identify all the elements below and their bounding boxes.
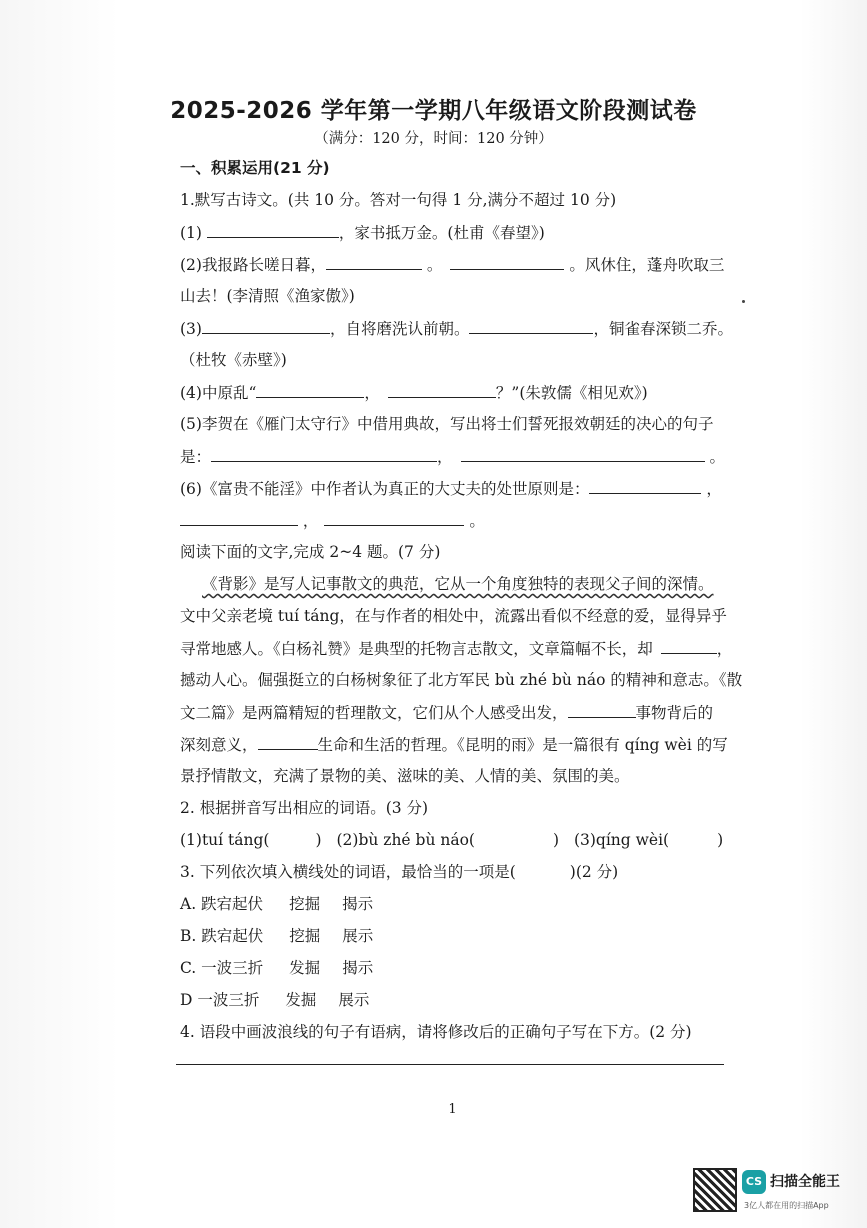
q1-5 <box>180 446 725 467</box>
option-word: 发掘 <box>285 991 317 1009</box>
q2-answers <box>180 830 723 850</box>
q4-stem: 4. 语段中画波浪线的句子有语病，请将修改后的正确句子写在下方。(2 分) <box>180 1023 692 1041</box>
passage-line-4: 撼动人心。倔强挺立的白杨树象征了北方军民 bù zhé bù náo 的精神和意志。《散 <box>180 671 743 689</box>
q1-5-mid: ， <box>437 448 453 466</box>
q1-3-mid: ，自将磨洗认前朝。 <box>329 320 470 338</box>
q1-5-prefix: 是： <box>180 448 212 466</box>
option-word: 挖掘 <box>289 927 321 945</box>
q1-1-prefix: (1) <box>180 224 207 242</box>
q1-2 <box>180 254 724 275</box>
answer-blank[interactable] <box>324 510 464 526</box>
camscanner-logo-icon: CS <box>742 1170 766 1194</box>
q1-4-text: ？”(朱敦儒《相见欢》) <box>495 384 648 402</box>
answer-blank[interactable] <box>180 510 298 526</box>
option-label: C. 一波三折 <box>180 959 264 977</box>
q3-stem-text: 3. 下列依次填入横线处的词语，最恰当的一项是( <box>180 863 516 881</box>
passage-line-5 <box>180 702 713 723</box>
q1-3-prefix: (3) <box>180 320 202 338</box>
passage-text: 事物背后的 <box>635 704 714 722</box>
passage-line-1 <box>202 574 714 594</box>
qr-code-icon <box>693 1168 737 1212</box>
q2-a-label: (1)tuí táng( <box>180 831 270 849</box>
option-label: B. 跌宕起伏 <box>180 927 264 945</box>
brand-tagline: 3亿人都在用的扫描App <box>744 1201 829 1210</box>
q3-option-b[interactable] <box>180 926 373 946</box>
answer-blank[interactable] <box>258 734 318 750</box>
q3-option-c[interactable] <box>180 958 373 978</box>
answer-line[interactable] <box>176 1064 724 1065</box>
q1-3-text: ，铜雀春深锁二乔。 <box>593 320 733 338</box>
answer-blank[interactable] <box>202 318 330 334</box>
brand-name: 扫描全能王 <box>770 1174 840 1190</box>
q1-5-text: (5)李贺在《雁门太守行》中借用典故，写出将士们誓死报效朝廷的决心的句子 <box>180 415 714 433</box>
answer-blank[interactable] <box>207 222 339 238</box>
option-word: 挖掘 <box>289 895 321 913</box>
q1-2-text: 。风休住，蓬舟吹取三 <box>564 256 725 274</box>
passage-line-3 <box>180 638 732 659</box>
option-word: 展示 <box>338 991 370 1009</box>
passage-text: 生命和生活的哲理。《昆明的雨》是一篇很有 qíng wèi 的写 <box>317 736 728 754</box>
answer-blank[interactable] <box>469 318 593 334</box>
q1-1 <box>180 222 545 243</box>
q1-6-cont <box>180 510 485 531</box>
option-word: 展示 <box>342 927 374 945</box>
passage-text: 文二篇》是两篇精短的哲理散文，它们从个人感受出发， <box>180 704 568 722</box>
passage-punct: ， <box>716 640 733 658</box>
passage-text: 寻常地感人。《白杨礼赞》是典型的托物言志散文，文章篇幅不长，却 <box>180 640 653 658</box>
answer-blank[interactable] <box>461 446 705 462</box>
q3-option-a[interactable] <box>180 894 373 914</box>
reading-intro <box>180 542 440 562</box>
q1-2-cont: 山去！(李清照《渔家傲》) <box>180 287 355 305</box>
answer-blank[interactable] <box>256 382 364 398</box>
section-heading: 一、积累运用(21 分) <box>180 159 330 177</box>
q1-4-mid: ， <box>364 384 380 402</box>
q2-stem: 2. 根据拼音写出相应的词语。(3 分) <box>180 799 429 817</box>
scan-speck <box>742 300 745 303</box>
page-number: 1 <box>448 1102 457 1117</box>
q2-c-close: ) <box>717 831 724 849</box>
option-word: 揭示 <box>342 959 374 977</box>
wavy-sentence: 《背影》是写人记事散文的典范，它从一个角度独特的表现父子间的深情。 <box>202 575 714 593</box>
q1-6-end: 。 <box>464 512 485 530</box>
q1-2-prefix: (2)我报路长嗟日暮， <box>180 256 326 274</box>
q1-3 <box>180 318 733 339</box>
q2-b-close: ) <box>552 831 560 849</box>
reading-intro-text: 阅读下面的文字,完成 2~4 题。(7 分) <box>180 543 441 561</box>
q3-option-d[interactable] <box>180 990 369 1010</box>
option-word: 发掘 <box>289 959 321 977</box>
passage-line-6 <box>180 734 728 755</box>
answer-blank[interactable] <box>589 478 701 494</box>
q1-intro: 1.默写古诗文。(共 10 分。答对一句得 1 分,满分不超过 10 分) <box>180 191 617 209</box>
answer-blank[interactable] <box>211 446 437 462</box>
option-label: D 一波三折 <box>180 991 260 1009</box>
q1-4-prefix: (4)中原乱“ <box>180 384 257 402</box>
answer-blank[interactable] <box>568 702 636 718</box>
q1-4 <box>180 382 648 403</box>
option-word: 揭示 <box>342 895 374 913</box>
q1-2-mid: 。 <box>421 256 443 274</box>
q3-stem <box>180 862 618 882</box>
q1-5-end: 。 <box>704 448 725 466</box>
exam-title: 2025-2026 学年第一学期八年级语文阶段测试卷 <box>170 98 697 124</box>
q2-b-label: (2)bù zhé bù náo( <box>336 831 475 849</box>
q2-a-close: ) <box>315 831 322 849</box>
passage-line-7: 景抒情散文，充满了景物的美、滋味的美、人情的美、氛围的美。 <box>180 767 630 785</box>
q3-stem-end: )(2 分) <box>569 863 619 881</box>
answer-blank[interactable] <box>326 254 422 270</box>
answer-blank[interactable] <box>450 254 564 270</box>
exam-subtitle: （满分：120 分，时间：120 分钟） <box>314 131 553 147</box>
q1-3-cont: （杜牧《赤壁》) <box>180 351 287 369</box>
option-label: A. 跌宕起伏 <box>180 895 264 913</box>
answer-blank[interactable] <box>661 638 717 654</box>
q1-1-text: ，家书抵万金。(杜甫《春望》) <box>338 224 545 242</box>
q1-6-mid: ， <box>298 512 319 530</box>
q1-6 <box>180 478 722 499</box>
q1-6-sep: ， <box>701 480 722 498</box>
passage-text: 深刻意义， <box>180 736 258 754</box>
answer-blank[interactable] <box>388 382 496 398</box>
q2-c-label: (3)qíng wèi( <box>573 831 670 849</box>
passage-line-2: 文中父亲老境 tuí táng，在与作者的相处中，流露出看似不经意的爱，显得异乎 <box>180 607 727 625</box>
q1-6-text: (6)《富贵不能淫》中作者认为真正的大丈夫的处世原则是： <box>180 480 590 498</box>
